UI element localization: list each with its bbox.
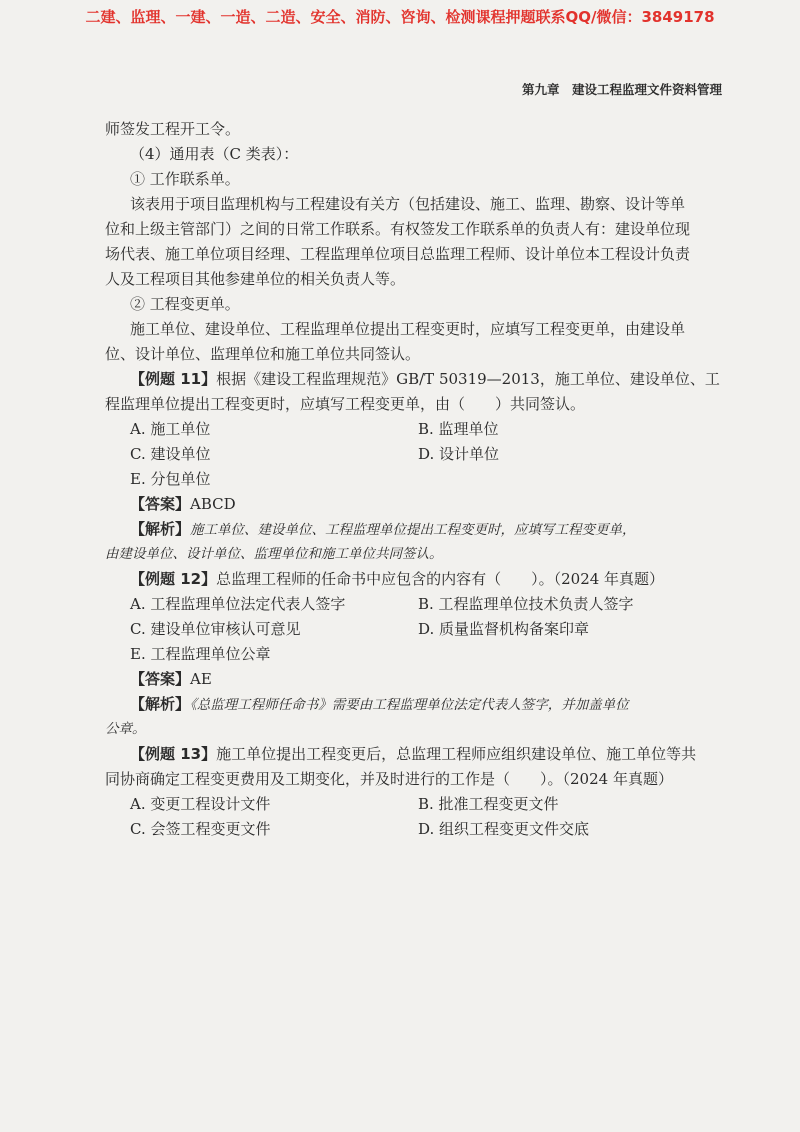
q11-analysis-tag: 【解析】	[130, 520, 191, 538]
q11-stem-2: 程监理单位提出工程变更时，应填写工程变更单，由（ ）共同签认。	[105, 395, 586, 413]
body-line-10: 位、设计单位、监理单位和施工单位共同签认。	[105, 345, 421, 363]
q11-answer-tag: 【答案】	[130, 495, 191, 513]
body-line-5: 位和上级主管部门）之间的日常工作联系。有权签发工作联系单的负责人有：建设单位现	[105, 220, 691, 238]
running-head: 第九章 建设工程监理文件资料管理	[521, 82, 722, 97]
body-line-7: 人及工程项目其他参建单位的相关负责人等。	[105, 270, 406, 288]
q13-option-c: C. 会签工程变更文件	[130, 820, 271, 838]
q12-tag: 【例题 12】	[130, 570, 217, 588]
q12-answer-value: AE	[190, 670, 212, 688]
q12-option-d: D. 质量监督机构备案印章	[418, 620, 590, 638]
body-line-2: （4）通用表（C 类表）：	[130, 145, 299, 163]
q12-answer	[130, 668, 212, 690]
body-line-4: 该表用于项目监理机构与工程建设有关方（包括建设、施工、监理、勘察、设计等单	[130, 195, 686, 213]
q11-analysis-1: 施工单位、建设单位、工程监理单位提出工程变更时，应填写工程变更单，	[190, 522, 636, 538]
q12-analysis-tag: 【解析】	[130, 695, 191, 713]
q12-analysis-line-1	[130, 693, 629, 716]
q12-analysis-1: 《总监理工程师任命书》需要由工程监理单位法定代表人签字，并加盖单位	[190, 697, 629, 713]
body-line-8: ② 工程变更单。	[130, 295, 240, 313]
body-line-9: 施工单位、建设单位、工程监理单位提出工程变更时，应填写工程变更单，由建设单	[130, 320, 686, 338]
q11-tag: 【例题 11】	[130, 370, 217, 388]
q12-option-a: A. 工程监理单位法定代表人签字	[130, 595, 346, 613]
q11-option-e: E. 分包单位	[130, 470, 211, 488]
body-line-1: 师签发工程开工令。	[105, 120, 241, 138]
body-line-3: ① 工作联系单。	[130, 170, 240, 188]
top-banner: 二建、监理、一建、一造、二造、安全、消防、咨询、检测课程押题联系QQ/微信：3849178	[85, 8, 715, 26]
q11-answer	[130, 493, 236, 515]
q12-answer-tag: 【答案】	[130, 670, 191, 688]
q13-stem-2: 同协商确定工程变更费用及工期变化，并及时进行的工作是（ ）。（2024 年真题）	[105, 770, 673, 788]
q12-analysis-2: 公章。	[105, 721, 146, 737]
q12-option-b: B. 工程监理单位技术负责人签字	[418, 595, 634, 613]
body-line-6: 场代表、施工单位项目经理、工程监理单位项目总监理工程师、设计单位本工程设计负责	[105, 245, 691, 263]
q11-option-d: D. 设计单位	[418, 445, 500, 463]
q11-option-a: A. 施工单位	[130, 420, 211, 438]
q11-option-b: B. 监理单位	[418, 420, 499, 438]
q12-option-e: E. 工程监理单位公章	[130, 645, 271, 663]
q13-option-d: D. 组织工程变更文件交底	[418, 820, 590, 838]
q13-tag: 【例题 13】	[130, 745, 217, 763]
q11-analysis-2: 由建设单位、设计单位、监理单位和施工单位共同签认。	[105, 546, 443, 562]
q11-stem-1: 根据《建设工程监理规范》GB/T 50319—2013，施工单位、建设单位、工	[216, 370, 720, 388]
q13-stem-line-1	[130, 743, 696, 765]
q11-answer-value: ABCD	[190, 495, 236, 513]
q12-stem-line-1	[130, 568, 664, 590]
q13-option-b: B. 批准工程变更文件	[418, 795, 559, 813]
q11-stem-line-1	[130, 368, 720, 390]
q12-stem-1: 总监理工程师的任命书中应包含的内容有（ ）。（2024 年真题）	[216, 570, 665, 588]
q13-stem-1: 施工单位提出工程变更后，总监理工程师应组织建设单位、施工单位等共	[216, 745, 697, 763]
q11-analysis-line-1	[130, 518, 636, 541]
q12-option-c: C. 建设单位审核认可意见	[130, 620, 301, 638]
q13-option-a: A. 变更工程设计文件	[130, 795, 271, 813]
q11-option-c: C. 建设单位	[130, 445, 211, 463]
